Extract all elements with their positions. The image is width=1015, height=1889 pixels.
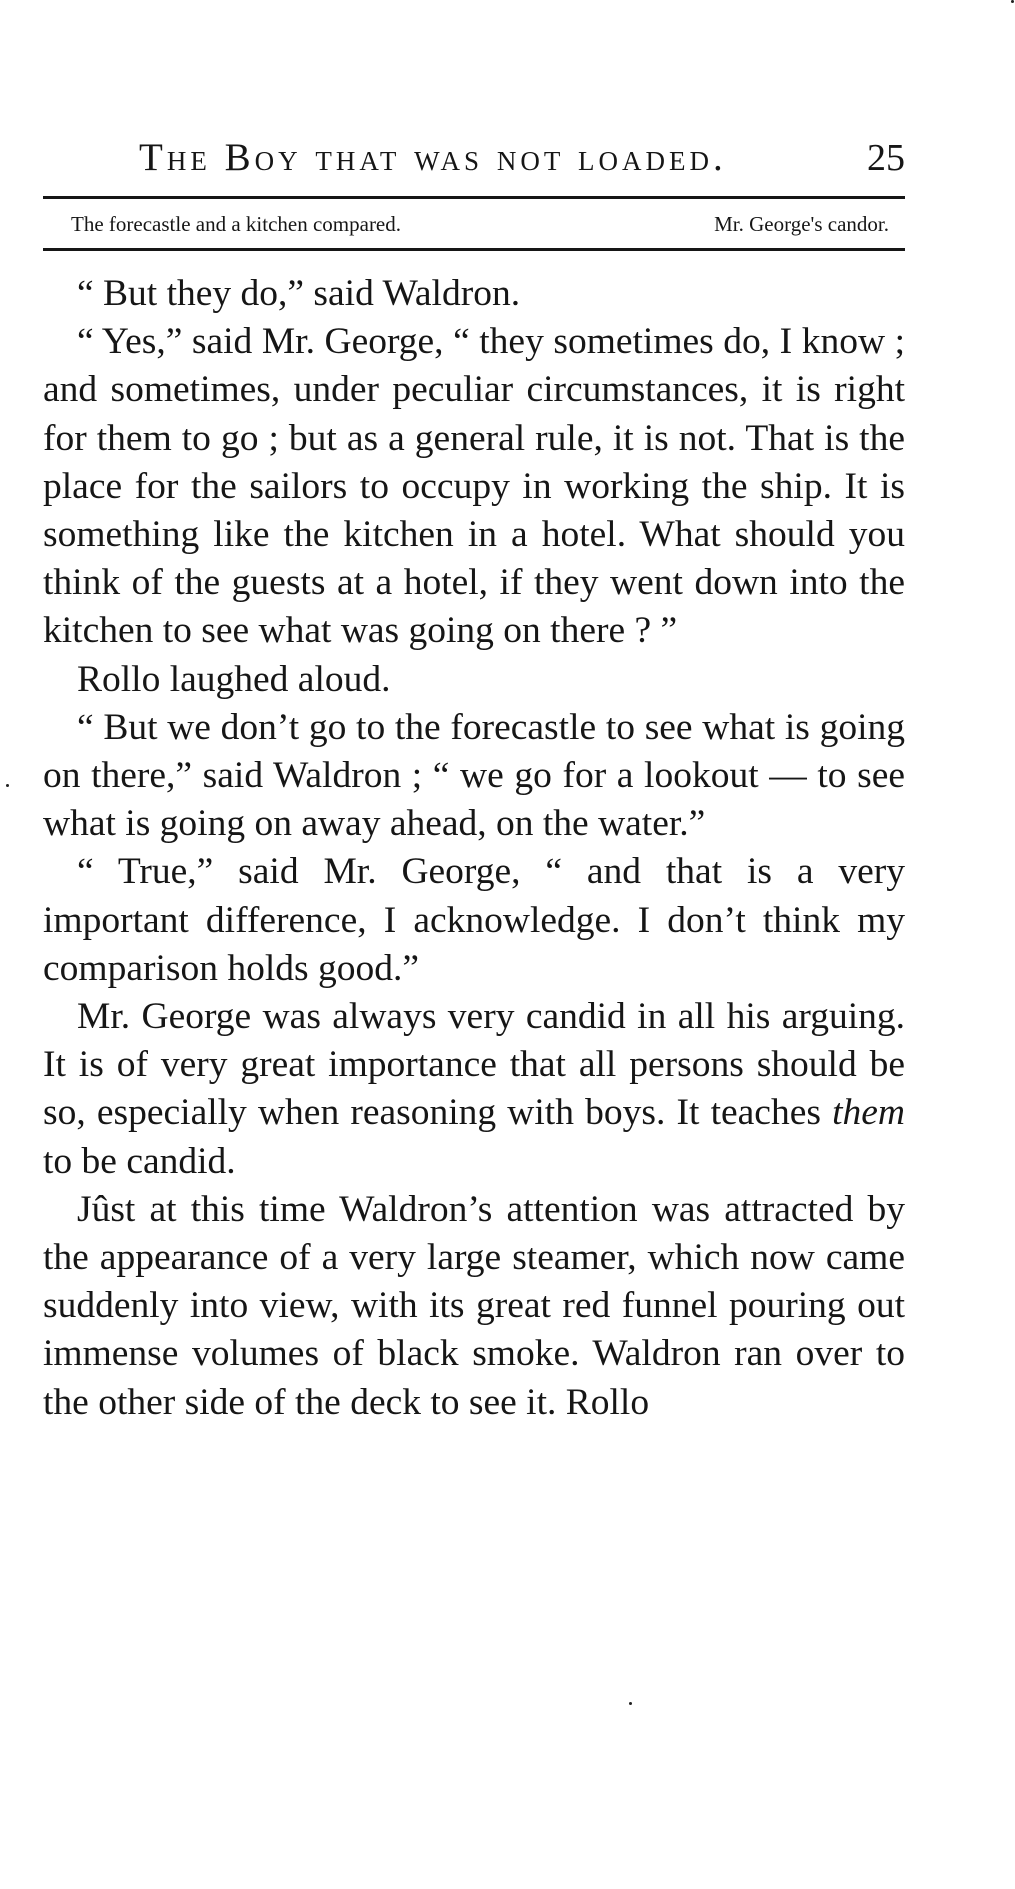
page-speck [6,784,9,787]
running-head [43,133,905,183]
running-title: The Boy that was not loaded. [139,136,727,179]
paragraph: Jûst at this time Waldron’s attention was attracted by the appearance of a very large steamer, which now came suddenly into view, with its great red funnel pouring out immense volumes of black smoke. Waldron ran over to the other side of the deck to see it. Rollo [43,1188,905,1423]
subhead-left: The forecastle and a kitchen compared. [71,212,402,236]
page-speck [629,1702,632,1705]
paragraph-candor [43,993,905,1186]
candor-text-before: Mr. George was always very candid in all his arguing. It is of very great importance that all persons should be so, especially when reasoning with boys. It teaches [43,996,905,1134]
paragraph: “ But we don’t go to the forecastle to see what is going on there,” said Waldron ; “ we go for a lookout — to see what is going on away ahead, on the water.” [43,706,905,845]
subhead [43,205,905,243]
subhead-right: Mr. George's candor. [714,212,889,236]
emphasis-them: them [832,1092,905,1134]
candor-text-after: to be candid. [43,1140,236,1182]
paragraph: “ Yes,” said Mr. George, “ they sometimes do, I know ; and sometimes, under peculiar circumstances, it is right for them to go ; but as a general rule, it is not. That is the place for the sailors to occupy in working the ship. It is something like the kitchen in a hotel. What should you think of the guests at a hotel, if they went down into the kitchen to see what was going on there ? ” [43,321,905,652]
body-text [43,270,905,1427]
book-page [43,0,905,1889]
page-number: 25 [867,137,905,179]
page-speck [1011,0,1014,3]
paragraph: Rollo laughed aloud. [77,658,391,700]
header-rule-top [43,196,905,199]
paragraph: “ But they do,” said Waldron. [77,273,521,314]
paragraph: “ True,” said Mr. George, “ and that is a very important difference, I acknowledge. I don’t think my comparison holds good.” [43,851,905,989]
header-rule-bottom [43,248,905,251]
